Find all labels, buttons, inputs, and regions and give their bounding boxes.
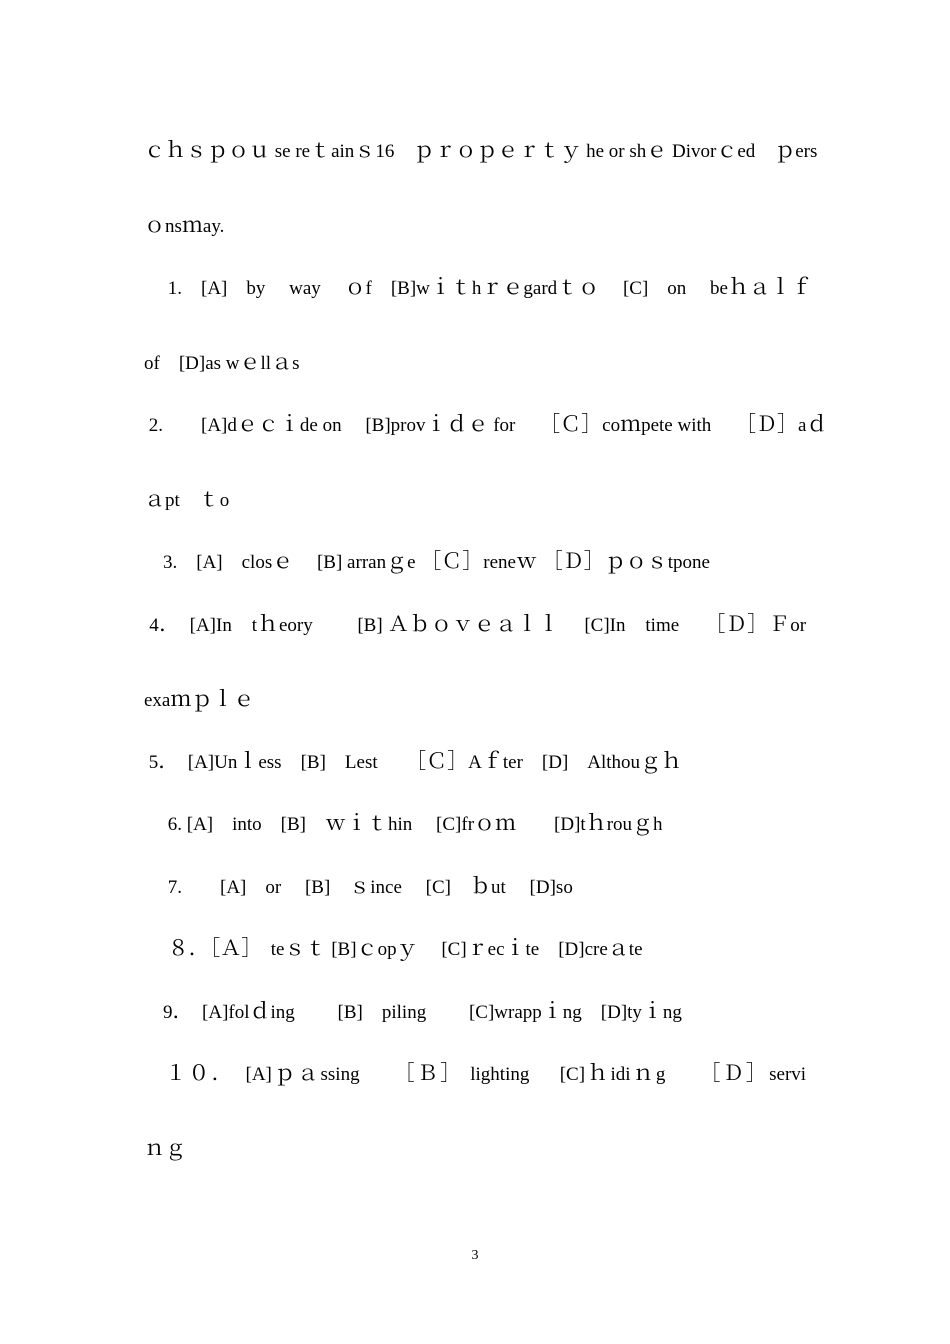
- question-4-line: 4． [A]In tｈeory [B] Ａｂｏｖｅａｌｌ [C]In time ［Ｄ］Ｆor: [144, 612, 807, 636]
- question-1-line: 1. [A] by way ｏf [B]wｉｔhｒｅgardｔｏ [C] on beｈａｌｆ: [144, 275, 812, 299]
- page-number: 3: [471, 1248, 479, 1263]
- question-2-line: ａpt ｔo: [144, 487, 230, 511]
- question-3-line: 3. [A] closｅ [B] arranｇe ［Ｃ］reneｗ ［Ｄ］ｐｏｓtpone: [144, 549, 710, 573]
- question-5-line: 5． [A]Unｌess [B] Lest ［Ｃ］Aｆter [D] Althouｇｈ: [144, 749, 683, 773]
- question-10-line: ｎｇ: [144, 1136, 186, 1160]
- question-2-line: 2. [A]dｅｃｉde on [B]provｉｄｅ for ［Ｃ］coｍpete with ［Ｄ］aｄ: [144, 412, 828, 436]
- question-7-line: 7. [A] or [B] ｓince [C] ｂut [D]so: [144, 874, 573, 898]
- question-1-line: of [D]as wｅllａs: [144, 350, 300, 374]
- passage-line: ｃｈｓｐｏｕ se reｔainｓ16 ｐｒｏｐｅｒｔｙ he or shｅ Divorｃed ｐers: [144, 138, 818, 162]
- passage-line: ｏnsｍay.: [144, 213, 225, 237]
- question-6-line: 6. [A] into [B] ｗｉｔhin [C]frｏｍ [D]tｈrouｇh: [144, 811, 663, 835]
- question-10-line: １０． [A]ｐａssing ［Ｂ］ lighting [C]ｈidiｎg ［Ｄ］servi: [165, 1061, 807, 1085]
- question-8-line: ８．［Ａ］ teｓｔ [B]ｃopｙ [C]ｒecｉte [D]creａte: [167, 936, 643, 960]
- question-4-line: exaｍｐｌｅ: [144, 687, 255, 711]
- question-9-line: 9． [A]folｄing [B] piling [C]wrappｉng [D]tyｉng: [144, 999, 682, 1023]
